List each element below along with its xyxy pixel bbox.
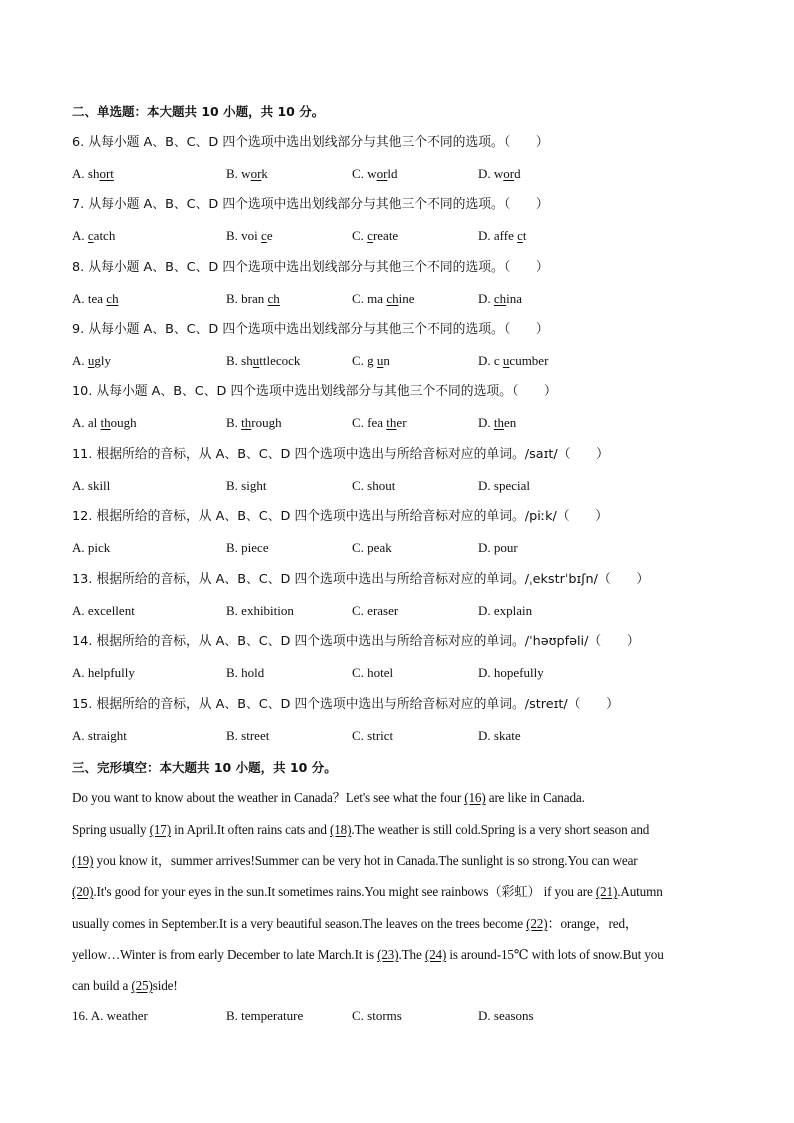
option-text: C. eraser [352, 603, 399, 618]
passage-text: usually comes in September.It is a very beautiful season.The leaves on the trees become [72, 916, 527, 931]
option-a[interactable] [72, 537, 110, 559]
question-stem: 15. 根据所给的音标，从 A、B、C、D 四个选项中选出与所给音标对应的单词。/streɪt/（ ） [72, 697, 619, 712]
option-text: D. pour [478, 540, 518, 555]
underlined-part: or [250, 166, 262, 181]
blank-number: (24) [424, 947, 447, 962]
option-a[interactable] [72, 412, 137, 434]
option-text: B. hold [226, 665, 265, 680]
option-b[interactable] [226, 225, 273, 247]
option-row [72, 725, 732, 747]
passage-text: Spring usually [72, 822, 150, 837]
option-a[interactable] [72, 163, 114, 185]
blank-number: (18) [329, 822, 352, 837]
option-text: A. [72, 353, 88, 368]
option-c[interactable] [352, 412, 407, 434]
passage-line [72, 881, 732, 903]
question-stem: 6. 从每小题 A、B、C、D 四个选项中选出划线部分与其他三个不同的选项。（ ） [72, 135, 549, 150]
option-text: en [504, 415, 517, 430]
option-text: e [266, 228, 273, 243]
option-text: er [396, 415, 407, 430]
option-text: A. straight [72, 728, 127, 743]
option-row [72, 412, 732, 434]
option-text: C. strict [352, 728, 394, 743]
passage-text: .The [398, 947, 425, 962]
passage-line [72, 819, 732, 841]
option-c[interactable] [352, 288, 414, 310]
blank-number: (17) [149, 822, 171, 837]
underlined-part: or [376, 166, 388, 181]
option-text: B. [226, 415, 242, 430]
underlined-part: ch [106, 291, 119, 306]
option-text: reate [372, 228, 399, 243]
option-b[interactable] [226, 412, 282, 434]
option-text: B. exhibition [226, 603, 294, 618]
option-text: D. special [478, 478, 530, 493]
underlined-part: th [100, 415, 111, 430]
option-a[interactable] [72, 600, 135, 622]
option-text: D. skate [478, 728, 521, 743]
option-text: C. ma [352, 291, 387, 306]
option-text: D. affe [478, 228, 518, 243]
passage-text: Do you want to know about the weather in Canada？Let's see what the four [72, 790, 465, 805]
option-text: D. c [478, 353, 503, 368]
option-row [72, 163, 732, 185]
option-text: gly [94, 353, 112, 368]
passage-line [72, 944, 732, 966]
blank-number: (25) [131, 978, 153, 993]
option-c[interactable]: C. storms [352, 1008, 402, 1023]
option-text: D. hopefully [478, 665, 544, 680]
option-text: d [514, 166, 521, 181]
blank-number: (22) [526, 916, 548, 931]
passage-text: side! [152, 978, 178, 993]
option-c[interactable] [352, 725, 393, 747]
option-a[interactable]: 16. A. weather [72, 1008, 148, 1023]
option-d[interactable]: D. seasons [478, 1008, 534, 1023]
underlined-part: th [493, 415, 505, 430]
underlined-part: u [376, 353, 384, 368]
option-b[interactable] [226, 475, 266, 497]
option-text: D. [478, 291, 494, 306]
underlined-part: ch [267, 291, 280, 306]
option-d[interactable] [478, 662, 544, 684]
option-d[interactable] [478, 225, 527, 247]
option-d[interactable] [478, 288, 522, 310]
option-text: C. fea [352, 415, 387, 430]
option-c[interactable] [352, 662, 393, 684]
blank-number: (16) [464, 790, 486, 805]
option-c[interactable] [352, 163, 398, 185]
option-text: A. [72, 228, 88, 243]
blank-number: (19) [72, 853, 94, 868]
option-a[interactable] [72, 725, 127, 747]
underlined-part: ch [493, 291, 507, 306]
underlined-part: th [386, 415, 397, 430]
option-text: B. bran [226, 291, 268, 306]
blank-number: (23) [377, 947, 399, 962]
question-stem: 10. 从每小题 A、B、C、D 四个选项中选出划线部分与其他三个不同的选项。（ ） [72, 384, 557, 399]
question-stem: 14. 根据所给的音标，从 A、B、C、D 四个选项中选出与所给音标对应的单词。/ˈhəʊpfəli/（ ） [72, 634, 640, 649]
underlined-part: u [502, 353, 510, 368]
option-text: A. sh [72, 166, 100, 181]
option-text: ough [110, 415, 137, 430]
option-text: A. skill [72, 478, 111, 493]
option-b[interactable] [226, 725, 269, 747]
question-stem: 11. 根据所给的音标，从 A、B、C、D 四个选项中选出与所给音标对应的单词。/saɪt/（ ） [72, 447, 609, 462]
passage-line [72, 850, 732, 872]
option-d[interactable] [478, 163, 521, 185]
section-heading-cloze: 三、完形填空：本大题共 10 小题，共 10 分。 [72, 760, 337, 775]
option-text: C. peak [352, 540, 392, 555]
option-text: t [522, 228, 527, 243]
section-heading-single-choice: 二、单选题：本大题共 10 小题，共 10 分。 [72, 104, 325, 119]
option-text: atch [93, 228, 116, 243]
passage-text: in April.It often rains cats and [170, 822, 330, 837]
option-a[interactable] [72, 288, 119, 310]
option-b[interactable] [226, 350, 300, 372]
option-d[interactable] [478, 350, 548, 372]
option-text: C. [352, 228, 368, 243]
option-c[interactable] [352, 475, 395, 497]
question-16-options [72, 1005, 732, 1027]
option-a[interactable] [72, 350, 111, 372]
option-text: B. voi [226, 228, 262, 243]
option-text: n [383, 353, 390, 368]
option-text: D. w [478, 166, 504, 181]
option-text: ld [387, 166, 398, 181]
option-text: B. sight [226, 478, 267, 493]
option-row [72, 662, 732, 684]
underlined-part: ch [386, 291, 399, 306]
passage-line [72, 787, 732, 809]
passage-line [72, 975, 732, 997]
passage-text: yellow…Winter is from early December to late March.It is [72, 947, 378, 962]
blank-number: (21) [595, 884, 618, 899]
option-text: C. w [352, 166, 377, 181]
underlined-part: or [503, 166, 515, 181]
option-text: k [261, 166, 268, 181]
option-text: ttlecock [259, 353, 301, 368]
option-text: B. sh [226, 353, 253, 368]
option-row [72, 475, 732, 497]
option-a[interactable] [72, 662, 135, 684]
option-text: B. w [226, 166, 251, 181]
option-text: ina [506, 291, 523, 306]
underlined-part: c [517, 228, 523, 243]
underlined-part: th [241, 415, 252, 430]
option-c[interactable] [352, 600, 398, 622]
passage-line [72, 913, 732, 935]
option-text: A. pick [72, 540, 111, 555]
option-text: A. helpfully [72, 665, 135, 680]
underlined-part: u [87, 353, 95, 368]
question-stem: 12. 根据所给的音标，从 A、B、C、D 四个选项中选出与所给音标对应的单词。/piːk/（ ） [72, 509, 608, 524]
option-text: D. explain [478, 603, 533, 618]
underlined-part: ort [99, 166, 114, 181]
option-d[interactable] [478, 475, 530, 497]
option-b[interactable] [226, 600, 294, 622]
option-b[interactable] [226, 288, 280, 310]
underlined-part: u [252, 353, 260, 368]
option-row [72, 225, 732, 247]
passage-text: can build a [72, 978, 132, 993]
passage-text: is around-15℃ with lots of snow.But you [446, 947, 664, 962]
option-text: C. g [352, 353, 377, 368]
passage-text: you know it，summer arrives!Summer can be very hot in Canada.The sunlight is so strong.You can wear [93, 853, 638, 868]
option-c[interactable] [352, 537, 392, 559]
question-stem: 8. 从每小题 A、B、C、D 四个选项中选出划线部分与其他三个不同的选项。（ ） [72, 260, 549, 275]
option-text: B. piece [226, 540, 269, 555]
option-text: A. al [72, 415, 101, 430]
passage-text: .The weather is still cold.Spring is a very short season and [351, 822, 650, 837]
passage-text: are like in Canada. [485, 790, 585, 805]
question-stem: 13. 根据所给的音标，从 A、B、C、D 四个选项中选出与所给音标对应的单词。/ˌekstrˈbɪʃn/（ ） [72, 572, 650, 587]
option-text: ine [398, 291, 415, 306]
option-b[interactable] [226, 537, 269, 559]
option-text: B. street [226, 728, 270, 743]
option-b[interactable]: B. temperature [226, 1008, 304, 1023]
underlined-part: c [261, 228, 267, 243]
passage-text: .Autumn [617, 884, 663, 899]
option-a[interactable] [72, 225, 115, 247]
option-text: A. excellent [72, 603, 135, 618]
option-b[interactable] [226, 163, 268, 185]
option-a[interactable] [72, 475, 110, 497]
blank-number: (20) [72, 884, 94, 899]
option-row [72, 537, 732, 559]
option-text: C. hotel [352, 665, 394, 680]
option-text: A. tea [72, 291, 107, 306]
option-c[interactable] [352, 225, 398, 247]
option-text: D. [478, 415, 494, 430]
question-stem: 9. 从每小题 A、B、C、D 四个选项中选出划线部分与其他三个不同的选项。（ ） [72, 322, 549, 337]
question-stem: 7. 从每小题 A、B、C、D 四个选项中选出划线部分与其他三个不同的选项。（ ） [72, 197, 549, 212]
option-text: C. shout [352, 478, 396, 493]
passage-text: ：orange，red， [547, 916, 638, 931]
option-d[interactable] [478, 600, 532, 622]
option-b[interactable] [226, 662, 264, 684]
option-row [72, 350, 732, 372]
underlined-part: c [367, 228, 373, 243]
passage-text: .It's good for your eyes in the sun.It sometimes rains.You might see rainbows（彩虹） if you are [93, 884, 596, 899]
option-text: rough [251, 415, 282, 430]
option-text: cumber [509, 353, 549, 368]
option-row [72, 600, 732, 622]
option-d[interactable] [478, 412, 516, 434]
option-d[interactable] [478, 537, 518, 559]
underlined-part: c [87, 228, 94, 243]
option-row [72, 288, 732, 310]
option-d[interactable] [478, 725, 521, 747]
option-c[interactable] [352, 350, 390, 372]
